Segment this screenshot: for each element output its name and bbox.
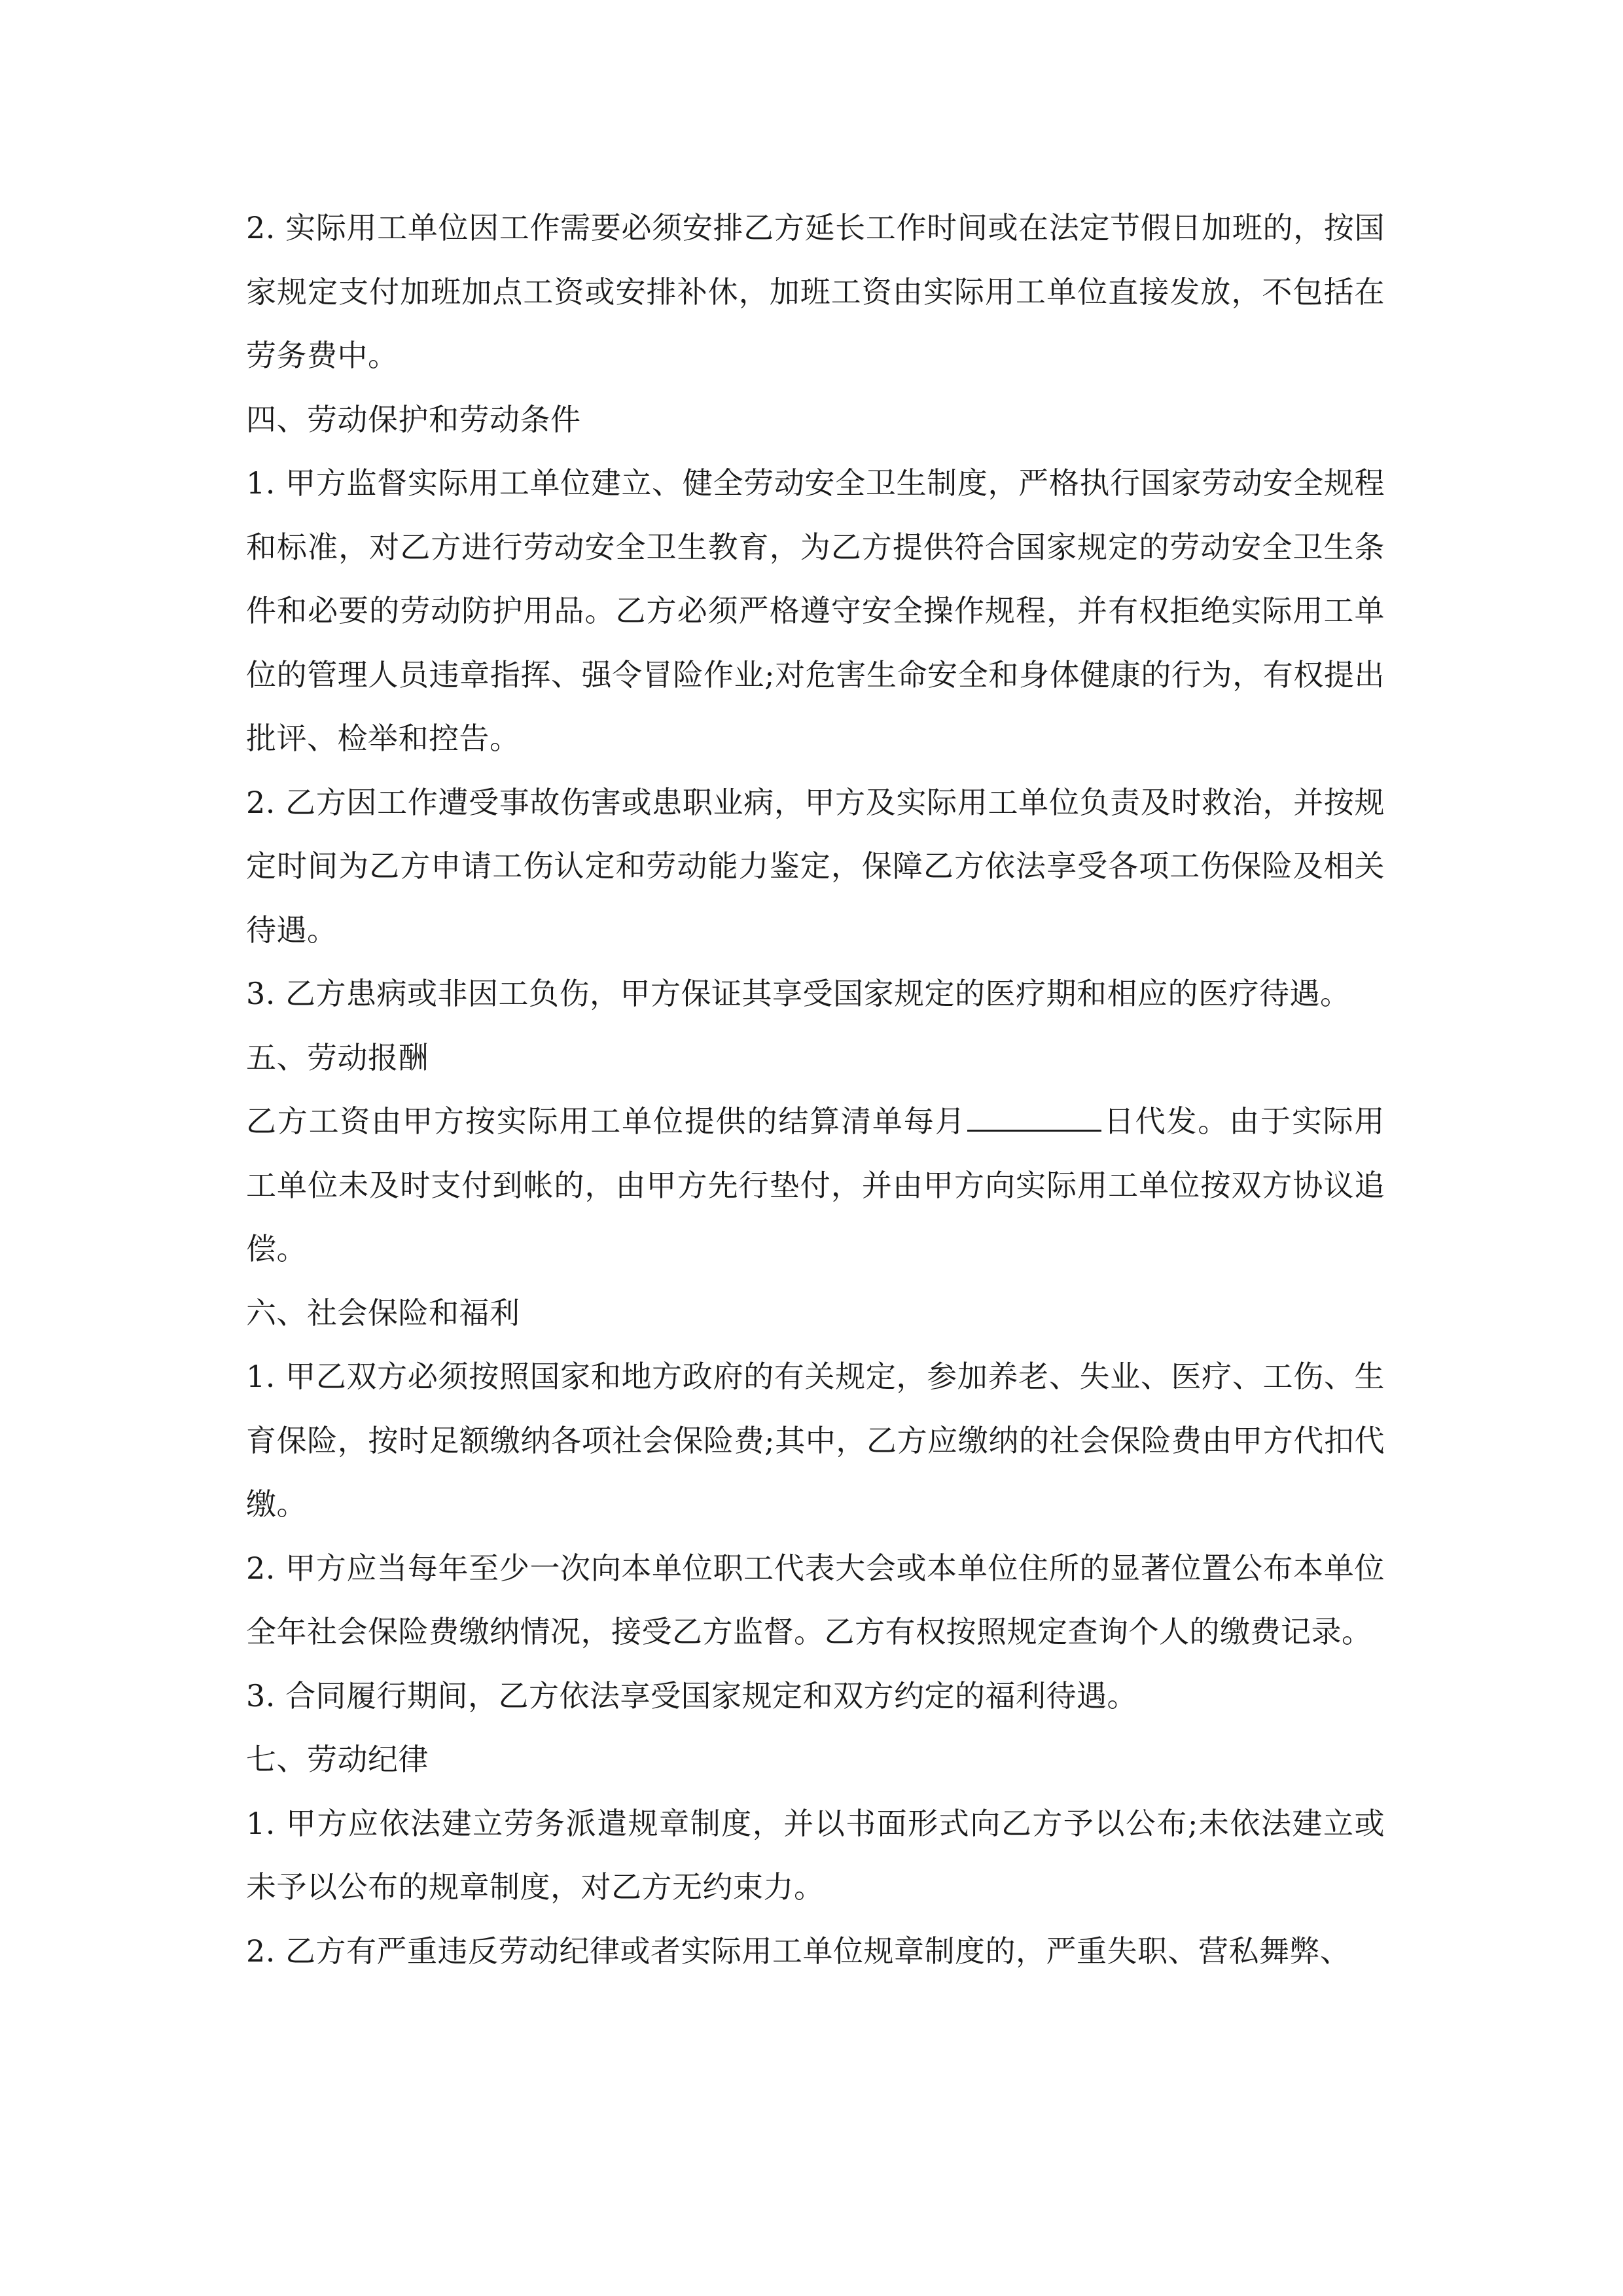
paragraph-work-injury: 2. 乙方因工作遭受事故伤害或患职业病，甲方及实际用工单位负责及时救治，并按规定时间为乙方申请工伤认定和劳动能力鉴定，保障乙方依法享受各项工伤保险及相关待遇。 — [246, 784, 1385, 948]
paragraph-safety-supervision: 1. 甲方监督实际用工单位建立、健全劳动安全卫生制度，严格执行国家劳动安全规程和标准，对乙方进行劳动安全卫生教育，为乙方提供符合国家规定的劳动安全卫生条件和必要的劳动防护用品。乙方必须严格遵守安全操作规程，并有权拒绝实际用工单位的管理人员违章指挥、强令冒险作业;对危害生命安全和身体健康的行为，有权提出批评、检举和控告。 — [246, 465, 1385, 756]
paragraph-welfare: 3. 合同履行期间，乙方依法享受国家规定和双方约定的福利待遇。 — [246, 1677, 1138, 1713]
paragraph-serious-violation: 2. 乙方有严重违反劳动纪律或者实际用工单位规章制度的，严重失职、营私舞弊、 — [246, 1933, 1351, 1969]
paragraph-rules-system: 1. 甲方应依法建立劳务派遣规章制度，并以书面形式向乙方予以公布;未依法建立或未予以公布的规章制度，对乙方无约束力。 — [246, 1805, 1385, 1905]
section-heading-labor-protection: 四、劳动保护和劳动条件 — [246, 401, 581, 437]
paragraph-wage-payment — [246, 1090, 1385, 1282]
paragraph-insurance-disclosure: 2. 甲方应当每年至少一次向本单位职工代表大会或本单位住所的显著位置公布本单位全年社会保险费缴纳情况，接受乙方监督。乙方有权按照规定查询个人的缴费记录。 — [246, 1550, 1385, 1649]
paragraph-overtime-pay: 2. 实际用工单位因工作需要必须安排乙方延长工作时间或在法定节假日加班的，按国家规定支付加班加点工资或安排补休，加班工资由实际用工单位直接发放，不包括在劳务费中。 — [246, 210, 1385, 373]
paragraph-insurance-participation: 1. 甲乙双方必须按照国家和地方政府的有关规定，参加养老、失业、医疗、工伤、生育保险，按时足额缴纳各项社会保险费;其中，乙方应缴纳的社会保险费由甲方代扣代缴。 — [246, 1359, 1385, 1522]
section-heading-social-insurance: 六、社会保险和福利 — [246, 1295, 520, 1331]
section-heading-labor-discipline: 七、劳动纪律 — [246, 1742, 429, 1777]
payday-blank-field[interactable] — [967, 1106, 1101, 1132]
paragraph-sick-leave: 3. 乙方患病或非因工负伤，甲方保证其享受国家规定的医疗期和相应的医疗待遇。 — [246, 976, 1351, 1011]
wage-text-after-blank: 日代发。由于实际用工单位未及时支付到帐的，由甲方先行垫付，并由甲方向实际用工单位按双方协议追偿。 — [246, 1103, 1385, 1266]
wage-text-before-blank: 乙方工资由甲方按实际用工单位提供的结算清单每月 — [246, 1103, 967, 1139]
section-heading-remuneration: 五、劳动报酬 — [246, 1039, 429, 1075]
document-body — [246, 196, 1385, 1983]
